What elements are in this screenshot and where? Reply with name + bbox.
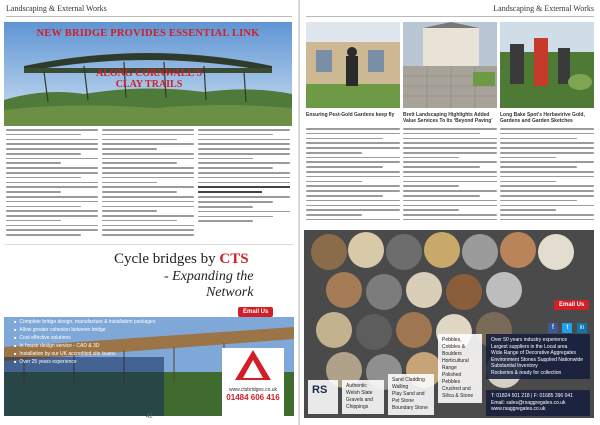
- list-item: ■ In house design service - CAD & 3D: [14, 342, 164, 350]
- page-number: 42: [146, 414, 153, 420]
- list-item: Over 50 years industry experience: [491, 337, 568, 343]
- cts-logo: [222, 348, 284, 418]
- list-item: Environment Stones Supplied Nationwide: [491, 356, 583, 363]
- list-item: Wide Range of Decorative Aggregates: [491, 350, 577, 356]
- list-item: ■ Complete bridge design, manufacture & installation packages: [14, 318, 164, 326]
- article-column-1: [6, 129, 98, 239]
- ad-feature-list: [14, 318, 164, 366]
- article-body: [306, 128, 400, 224]
- ad-website[interactable]: www.ctsbridges.co.uk: [228, 387, 278, 393]
- linkedin-icon[interactable]: in: [577, 323, 587, 333]
- article-title: Brett Landscaping Highlights Added Value Services To Its ‘Beyond Paving’: [403, 112, 493, 124]
- list-item: Sand Cladding Walling: [392, 377, 425, 390]
- ad-headline: Cycle bridges by CTS: [114, 251, 249, 267]
- running-head: Landscaping & External Works: [493, 4, 594, 13]
- feature-title: NEW BRIDGE PROVIDES ESSENTIAL LINK: [36, 28, 260, 39]
- contact-web[interactable]: Email: sales@rsaggregates.co.uk www.rsaggregates.co.uk: [491, 399, 566, 412]
- list-item: Authentic Welsh Slate: [346, 383, 373, 396]
- feature-subtitle: ALONG CORNWALL’S CLAY TRAILS: [95, 68, 203, 90]
- facebook-icon[interactable]: f: [548, 323, 558, 333]
- garden-photo: [500, 22, 594, 108]
- social-icons: [548, 316, 587, 334]
- list-item: Substantial Inventory: [491, 363, 538, 369]
- list-item: Rockeries & ready for collection: [491, 369, 562, 376]
- paving-photo: [403, 22, 497, 108]
- contact-block: [486, 390, 590, 416]
- article-column-3: [198, 129, 290, 239]
- rs-logo: RS: [308, 380, 338, 414]
- header-rule: [306, 16, 594, 17]
- list-item: Pebbles, Cobbles & Boulders: [442, 337, 466, 357]
- gardener-photo: [306, 22, 400, 108]
- header-rule: [6, 16, 292, 17]
- ad-phone: 01484 606 416: [226, 393, 280, 402]
- list-item: Largest suppliers in the Local area: [491, 343, 568, 350]
- email-us-button[interactable]: Email Us: [238, 307, 273, 317]
- rs-aggregates-advert: [304, 230, 594, 418]
- services-list: [486, 334, 590, 379]
- article-body: [403, 128, 497, 224]
- product-column-2: [388, 374, 434, 415]
- list-item: ■ Installation by our UK accredited site teams: [14, 350, 164, 358]
- list-item: ■ Cost effective solutions: [14, 334, 164, 342]
- list-item: ■ Allow greater cohesion between bridge: [14, 326, 164, 334]
- list-item: Horticultural Range: [442, 358, 469, 371]
- article-column-2: [102, 129, 194, 239]
- twitter-icon[interactable]: t: [562, 323, 572, 333]
- email-us-button[interactable]: Email Us: [554, 300, 589, 310]
- list-item: Crushed and Silica & Stone: [442, 386, 474, 399]
- article-title: Ensuring Pest-Gold Gardens keep fly: [306, 112, 395, 118]
- list-item: ■ Over 25 years experience: [14, 358, 164, 366]
- contact-phone: T: 01824 501 218 | F: 01685 396 041: [491, 393, 573, 399]
- ad-tagline: - Expanding the Network: [164, 269, 254, 300]
- list-item: Polished Pebbles: [442, 372, 462, 385]
- article-title: Long Bake Spot’s Herbavirive Gold, Gardens and Garden Sketches: [500, 112, 585, 124]
- list-item: Play Sand and Pet Stone: [392, 391, 425, 404]
- running-head: Landscaping & External Works: [6, 4, 107, 13]
- list-item: Boundary Stone: [392, 405, 428, 411]
- product-column-3: [438, 334, 482, 403]
- product-column-1: [342, 380, 384, 414]
- article-body: [500, 128, 594, 224]
- list-item: Gravels and Chippings: [346, 397, 373, 410]
- bridge-photo: [4, 22, 292, 126]
- cts-logo-mark-icon: [233, 348, 273, 382]
